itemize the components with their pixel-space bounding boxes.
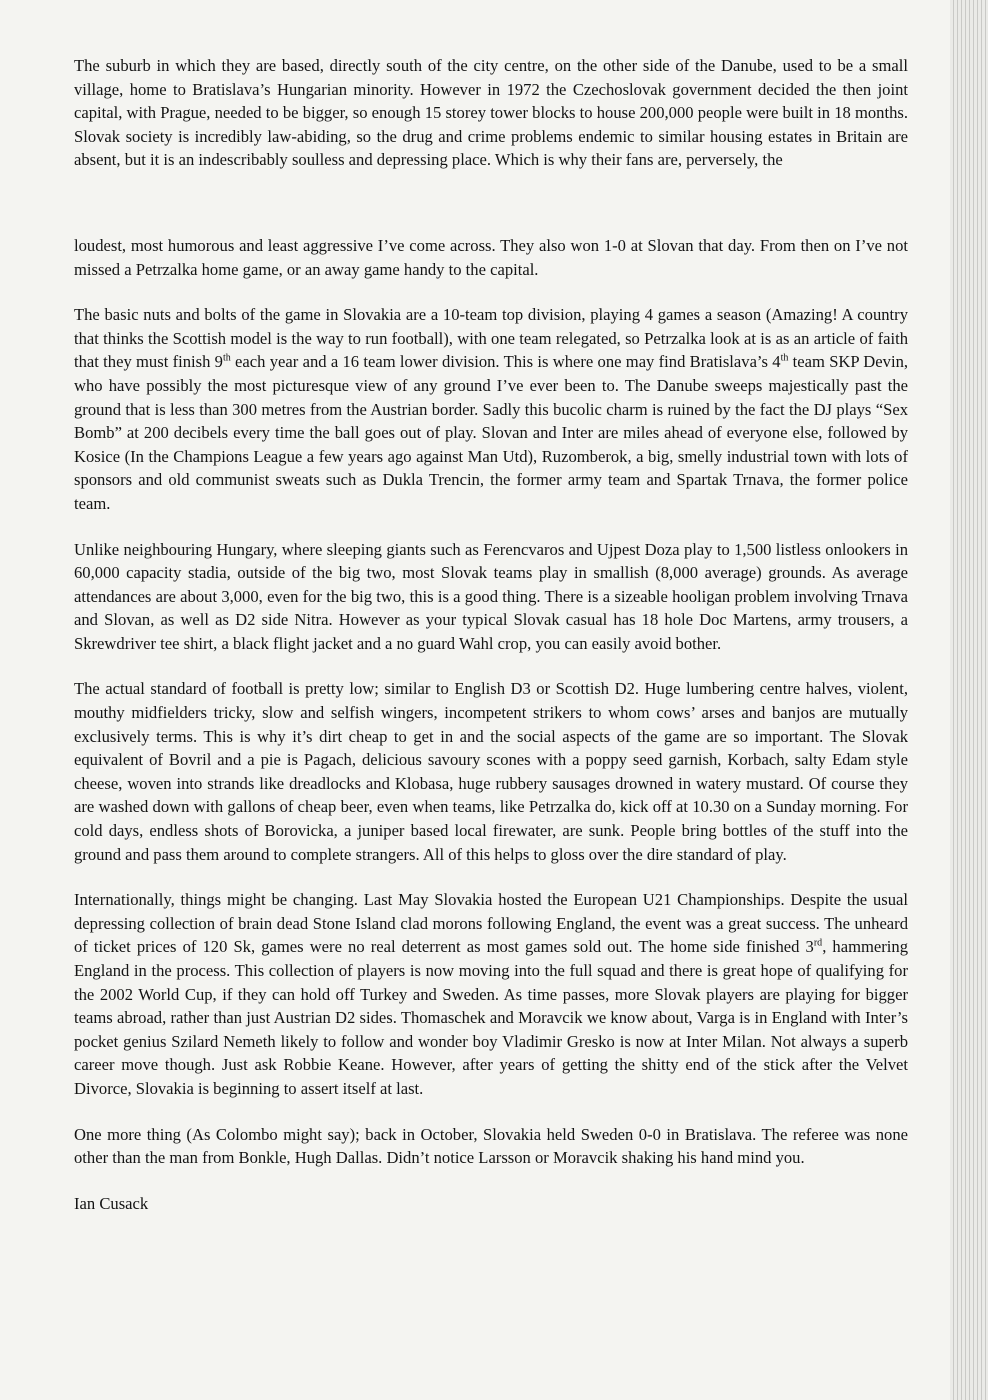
text-segment: team SKP Devin, who have possibly the most picturesque view of any ground I’ve ever been to. The Danube sweeps majestically past the ground that is less than 300 metres from the Austrian border. Sadly this bucolic charm is ruined by the fact the DJ plays “Sex Bomb” at 200 decibels every time the ball goes out of play. Slovan and Inter are miles ahead of everyone else, followed by Kosice (In the Champions League a few years ago against Man Utd), Ruzomberok, a big, smelly industrial town with lots of sponsors and old communist sweats such as Dukla Trencin, the former army team and Spartak Trnava, the former police team. <box>74 352 909 513</box>
text-segment: Internationally, things might be changing. Last May Slovakia hosted the European U21 Championships. Despite the usual depressing collection of brain dead Stone Island clad morons following England, the event was a great success. The unheard of ticket prices of 120 Sk, games were no real deterrent as most games sold out. The home side finished 3 <box>74 890 908 957</box>
blank-gap <box>74 194 908 234</box>
text-segment: each year and a 16 team lower division. This is where one may find Bratislava’s 4 <box>230 352 781 372</box>
paragraph-internationally <box>74 888 908 1100</box>
page-stack-edge <box>950 0 988 1400</box>
superscript: th <box>222 352 231 364</box>
superscript: th <box>780 352 789 364</box>
author-name: Ian Cusack <box>74 1193 149 1213</box>
superscript: rd <box>813 937 823 949</box>
paragraph-loudest: loudest, most humorous and least aggressive I’ve come across. They also won 1-0 at Slovan that day. From then on I’ve not missed a Petrzalka home game, or an away game handy to the capital. <box>74 235 908 279</box>
paragraph-suburb: The suburb in which they are based, directly south of the city centre, on the other side of the Danube, used to be a small village, home to Bratislava’s Hungarian minority. However in 1972 the Czechoslovak government decided the then joint capital, with Prague, needed to be bigger, so enough 15 storey tower blocks to house 200,000 people were built in 18 months. Slovak society is incredibly law-abiding, so the drug and crime problems endemic to similar housing estates in Britain are absent, but it is an indescribably soulless and depressing place. Which is why their fans are, perversely, the <box>74 56 908 170</box>
article-body <box>74 54 908 1237</box>
paragraph-nuts-and-bolts <box>74 303 908 515</box>
text-segment: , hammering England in the process. This collection of players is now moving into the full squad and there is great hope of qualifying for the 2002 World Cup, if they can hold off Turkey and Sweden. As time passes, more Slovak players are playing for bigger teams abroad, rather than just Austrian D2 sides. Thomaschek and Moravcik we know about, Varga is in England with Inter’s pocket genius Szilard Nemeth likely to follow and wonder boy Vladimir Gresko is now at Inter Milan. Not always a superb career move though. Just ask Robbie Keane. However, after years of getting the shitty end of the stick after the Velvet Divorce, Slovakia is beginning to assert itself at last. <box>74 937 908 1098</box>
paragraph-standard: The actual standard of football is pretty low; similar to English D3 or Scottish D2. Huge lumbering centre halves, violent, mouthy midfielders tricky, slow and selfish wingers, incompetent strikers to whom cows’ arses and banjos are mutually exclusively terms. This is why it’s dirt cheap to get in and the social aspects of the game are so important. The Slovak equivalent of Bovril and a pie is Pagach, delicious savoury scones with a poppy seed garnish, Korbach, salty Edam style cheese, woven into strands like dreadlocks and Klobasa, huge rubbery sausages drowned in watery mustard. Of course they are washed down with gallons of cheap beer, even when teams, like Petrzalka do, kick off at 10.30 on a Sunday morning. For cold days, endless shots of Borovicka, a juniper based local firewater, are sunk. People bring bottles of the stuff into the ground and pass them around to complete strangers. All of this helps to gloss over the dire standard of play. <box>74 679 908 864</box>
paragraph-one-more-thing: One more thing (As Colombo might say); back in October, Slovakia held Sweden 0-0 in Bratislava. The referee was none other than the man from Bonkle, Hugh Dallas. Didn’t notice Larsson or Moravcik shaking his hand mind you. <box>74 1124 908 1168</box>
paragraph-hungary: Unlike neighbouring Hungary, where sleeping giants such as Ferencvaros and Ujpest Doza play to 1,500 listless onlookers in 60,000 capacity stadia, outside of the big two, most Slovak teams play in smallish (8,000 average) grounds. As average attendances are about 3,000, even for the big two, this is a good thing. There is a sizeable hooligan problem involving Trnava and Slovan, as well as D2 side Nitra. However as your typical Slovak casual has 18 hole Doc Martens, army trousers, a Skrewdriver tee shirt, a black flight jacket and a no guard Wahl crop, you can easily avoid bother. <box>74 539 908 653</box>
text-segment: The basic nuts and bolts of the game in Slovakia are a 10-team top division, playing 4 games a season (Amazing! A country that thinks the Scottish model is the way to run football), with one team relegated, so Petrzalka look at is as an article of faith that they must finish 9 <box>74 305 908 372</box>
